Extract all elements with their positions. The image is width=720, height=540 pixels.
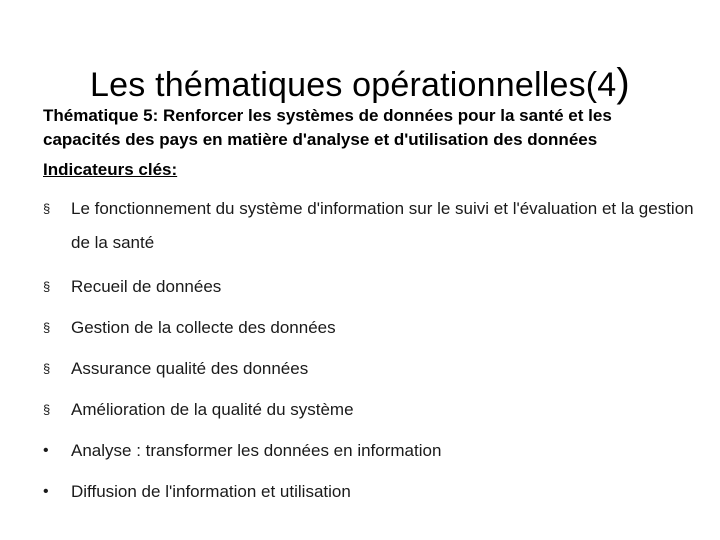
indicator-list [43, 192, 703, 518]
list-item [43, 436, 703, 477]
slide-title-close-paren: ) [616, 60, 630, 105]
list-item [43, 354, 703, 395]
square-bullet-icon: § [43, 279, 51, 294]
list-item-text: Gestion de la collecte des données [71, 318, 336, 337]
list-item-text: Recueil de données [71, 277, 222, 296]
slide-title-text: Les thématiques opérationnelles(4 [90, 65, 617, 104]
list-item [43, 477, 703, 518]
key-indicators-heading: Indicateurs clés: [43, 160, 178, 179]
dot-bullet-icon: • [43, 483, 49, 500]
list-item [43, 313, 703, 354]
square-bullet-icon: § [43, 402, 51, 417]
slide-title [0, 59, 720, 109]
square-bullet-icon: § [43, 320, 51, 335]
list-item-text: Assurance qualité des données [71, 359, 309, 378]
list-item-text: Le fonctionnement du système d'information sur le suivi et l'évaluation et la gestion de la santé [71, 199, 694, 252]
theme-statement [43, 104, 693, 152]
theme-label: Thématique 5 [43, 106, 153, 125]
list-item-text: Diffusion de l'information et utilisation [71, 482, 351, 501]
list-item [43, 395, 703, 436]
list-item [43, 192, 703, 272]
square-bullet-icon: § [43, 361, 51, 376]
theme-description: : Renforcer les systèmes de données pour la santé et les capacités des pays en matière d'analyse et d'utilisation des données [43, 106, 612, 149]
square-bullet-icon: § [43, 201, 51, 216]
dot-bullet-icon: • [43, 442, 49, 459]
list-item-text: Amélioration de la qualité du système [71, 400, 354, 419]
list-item-text: Analyse : transformer les données en information [71, 441, 442, 460]
list-item [43, 272, 703, 313]
